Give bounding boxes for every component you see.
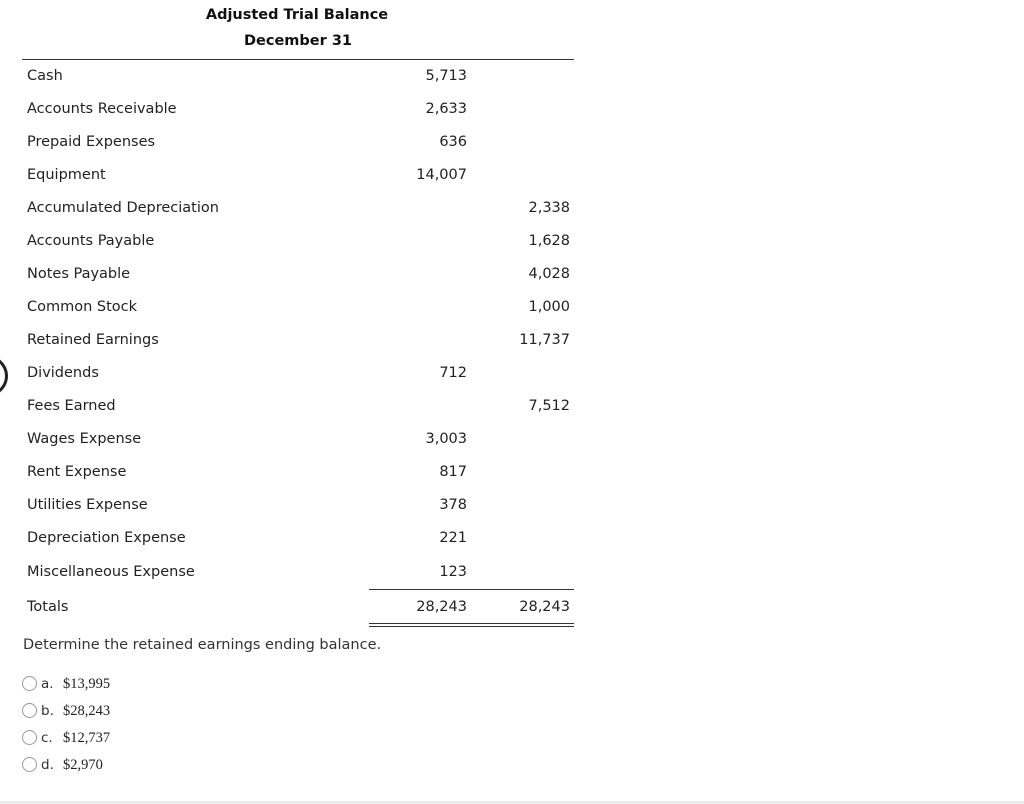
credit-amount: 7,512 [528, 398, 570, 414]
statement-title: Adjusted Trial Balance [205, 7, 389, 23]
table-row [22, 291, 574, 324]
table-row [22, 258, 574, 291]
radio-button[interactable] [22, 676, 37, 691]
account-name: Prepaid Expenses [27, 134, 156, 150]
table-row [22, 324, 574, 357]
option-letter: c. [41, 730, 53, 746]
debit-amount: 5,713 [425, 68, 467, 84]
table-row [22, 159, 574, 192]
credit-amount: 4,028 [528, 266, 570, 282]
option-letter: b. [41, 703, 54, 719]
table-row [22, 423, 574, 456]
table-row [22, 357, 574, 390]
debit-amount: 2,633 [425, 101, 467, 117]
account-name: Cash [27, 68, 63, 84]
account-name: Fees Earned [27, 398, 116, 414]
side-tab-circle[interactable] [0, 354, 8, 398]
account-name: Common Stock [27, 299, 138, 315]
totals-double-rule-1 [369, 623, 574, 624]
debit-amount: 636 [439, 134, 467, 150]
option-value: $2,970 [63, 757, 103, 773]
option-letter: a. [41, 676, 54, 692]
question-text: Determine the retained earnings ending balance. [23, 637, 382, 653]
debit-amount: 3,003 [425, 431, 467, 447]
credit-amount: 2,338 [528, 200, 570, 216]
account-name: Accounts Payable [27, 233, 155, 249]
debit-amount: 221 [439, 530, 467, 546]
account-name: Retained Earnings [27, 332, 159, 348]
account-name: Depreciation Expense [27, 530, 186, 546]
table-row [22, 60, 574, 93]
credit-amount: 1,628 [528, 233, 570, 249]
account-name: Accumulated Depreciation [27, 200, 219, 216]
credit-amount: 1,000 [528, 299, 570, 315]
total-debit: 28,243 [416, 599, 467, 615]
option-value: $13,995 [63, 676, 111, 692]
account-name: Notes Payable [27, 266, 131, 282]
table-row [22, 522, 574, 555]
option-value: $28,243 [63, 703, 111, 719]
account-name: Rent Expense [27, 464, 127, 480]
account-name: Equipment [27, 167, 106, 183]
account-name: Miscellaneous Expense [27, 564, 195, 580]
table-row [22, 192, 574, 225]
debit-amount: 817 [439, 464, 467, 480]
statement-date: December 31 [244, 33, 352, 49]
table-row [22, 225, 574, 258]
table-row [22, 93, 574, 126]
account-name: Utilities Expense [27, 497, 148, 513]
total-credit: 28,243 [519, 599, 570, 615]
totals-row [22, 591, 574, 624]
table-row [22, 126, 574, 159]
debit-amount: 378 [439, 497, 467, 513]
debit-amount: 14,007 [416, 167, 467, 183]
account-name: Accounts Receivable [27, 101, 177, 117]
debit-amount: 123 [439, 564, 467, 580]
totals-label: Totals [27, 599, 69, 615]
account-name: Wages Expense [27, 431, 142, 447]
totals-top-rule [369, 589, 574, 590]
totals-double-rule-2 [369, 626, 574, 627]
radio-button[interactable] [22, 757, 37, 772]
table-row [22, 390, 574, 423]
table-row [22, 556, 574, 589]
radio-button[interactable] [22, 703, 37, 718]
table-row [22, 456, 574, 489]
table-row [22, 489, 574, 522]
option-value: $12,737 [63, 730, 111, 746]
credit-amount: 11,737 [519, 332, 570, 348]
radio-button[interactable] [22, 730, 37, 745]
debit-amount: 712 [439, 365, 467, 381]
option-letter: d. [41, 757, 54, 773]
account-name: Dividends [27, 365, 99, 381]
